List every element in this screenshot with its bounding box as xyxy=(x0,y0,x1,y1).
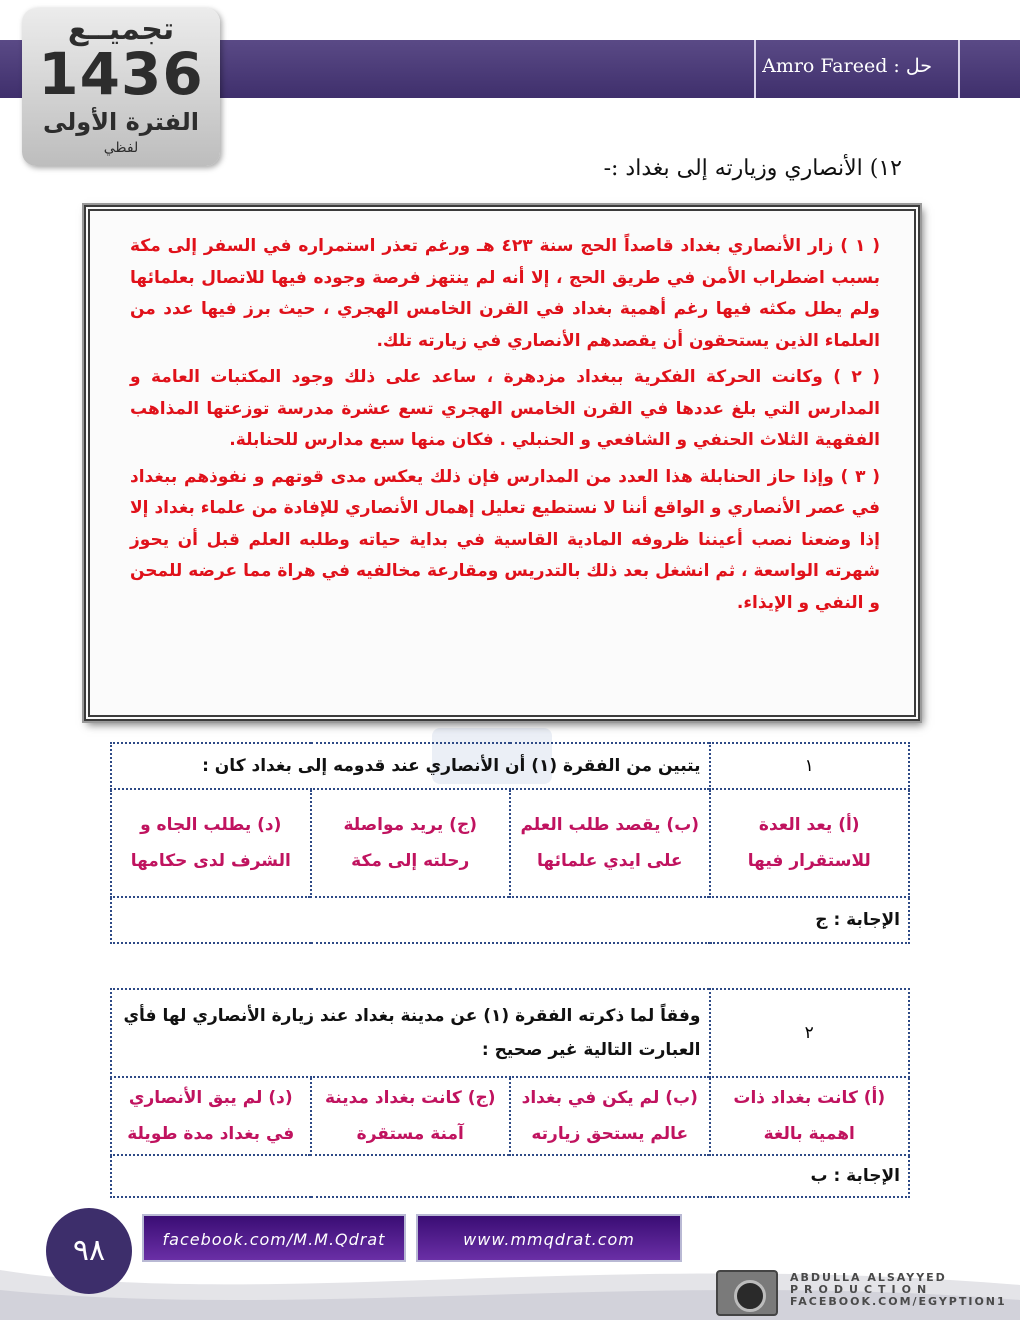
solver-label: حل : Amro Fareed xyxy=(762,55,932,77)
logo-period: الفترة الأولى xyxy=(42,108,200,136)
section-title: ١٢) الأنصاري وزيارته إلى بغداد :- xyxy=(603,156,902,181)
page-number: ٩٨ xyxy=(46,1208,132,1294)
answer-text: الإجابة : ج xyxy=(111,897,909,943)
passage-paragraph-3: ( ٣ ) وإذا حاز الحنابلة هذا العدد من المدارس فإن ذلك يعكس مدى قوتهم و نفوذهم ببغداد في عصر الأنصاري و الواقع أننا لا نستطيع تعليل إهمال الأنصاري للإفادة من علماء بغداد إلا إذا وضعنا نصب أعيننا ظروفه المادية القاسية في بداية حياته وطلبه العلم قبل أن يحوز شهرته الواسعة ، ثم انشغل بعد ذلك بالتدريس ومقارعة مخالفيه في هراة مما عرضه للمحن و النفي و الإيذاء. xyxy=(130,466,880,613)
option-d[interactable]: (د) يطلب الجاه و الشرف لدى حكامها xyxy=(111,789,311,897)
question-number: ٢ xyxy=(710,989,910,1077)
production-credit xyxy=(790,1272,1007,1308)
logo-year: 1436 xyxy=(38,40,204,108)
question-number: ١ xyxy=(710,743,910,789)
question-text: وفقاً لما ذكرته الفقرة (١) عن مدينة بغداد عند زيارة الأنصاري لها فأي العبارت التالية غير صحيح : xyxy=(111,989,710,1077)
header-divider xyxy=(754,40,756,98)
credit-name: ABDULLA ALSAYYED xyxy=(790,1271,947,1284)
question-text: يتبين من الفقرة (١) أن الأنصاري عند قدومه إلى بغداد كان : xyxy=(111,743,710,789)
website-link[interactable]: www.mmqdrat.com xyxy=(416,1214,682,1262)
camera-icon xyxy=(716,1270,778,1316)
option-b[interactable]: (ب) يقصد طلب العلم على ايدي علمائها xyxy=(510,789,710,897)
option-b[interactable]: (ب) لم يكن في بغداد عالم يستحق زيارته xyxy=(510,1077,710,1155)
reading-passage xyxy=(84,205,920,721)
passage-paragraph-1: ( ١ ) زار الأنصاري بغداد قاصداً الحج سنة ٤٢٣ هـ ورغم تعذر استمراره في السفر إلى مكة بسبب اضطراب الأمن في طريق الحج ، إلا أنه لم ينتهز فرصة وجوده فيها للاتصال بعلمائها ولم يطل مكثه فيها رغم أهمية بغداد في القرن الخامس الهجري ، حيث برز فيها عدد من العلماء الذين يستحقون أن يقصدهم الأنصاري في زيارته تلك. xyxy=(130,236,880,351)
credit-production: PRODUCTION xyxy=(790,1283,933,1296)
credit-facebook: FACEBOOK.COM/EGYPTION1 xyxy=(790,1295,1007,1308)
option-a[interactable]: (أ) يعد العدة للاستقرار فيها xyxy=(710,789,910,897)
question-table-2 xyxy=(110,988,910,1198)
camera-lens-icon xyxy=(734,1280,766,1312)
option-d[interactable]: (د) لم يبق الأنصاري في بغداد مدة طويلة xyxy=(111,1077,311,1155)
logo-title: تجميــع xyxy=(67,12,175,47)
passage-paragraph-2: ( ٢ ) وكانت الحركة الفكرية ببغداد مزدهرة ، ساعد على ذلك وجود المكتبات العامة و المدارس التي بلغ عددها في القرن الخامس الهجري تسع عشرة مدرسة توزعتها المذاهب الفقهية الثلاث الحنفي و الشافعي و الحنبلي . فكان منها سبع مدارس للحنابلة. xyxy=(130,367,880,450)
logo-section: لفظي xyxy=(103,140,139,156)
facebook-link[interactable]: facebook.com/M.M.Qdrat xyxy=(142,1214,406,1262)
option-c[interactable]: (ج) كانت بغداد مدينة آمنة مستقرة xyxy=(311,1077,511,1155)
option-c[interactable]: (ج) يريد مواصلة رحلته إلى مكة xyxy=(311,789,511,897)
compilation-logo xyxy=(22,8,220,166)
answer-text: الإجابة : ب xyxy=(111,1155,909,1197)
question-table-1 xyxy=(110,742,910,944)
header-divider xyxy=(958,40,960,98)
option-a[interactable]: (أ) كانت بغداد ذات اهمية بالغة xyxy=(710,1077,910,1155)
